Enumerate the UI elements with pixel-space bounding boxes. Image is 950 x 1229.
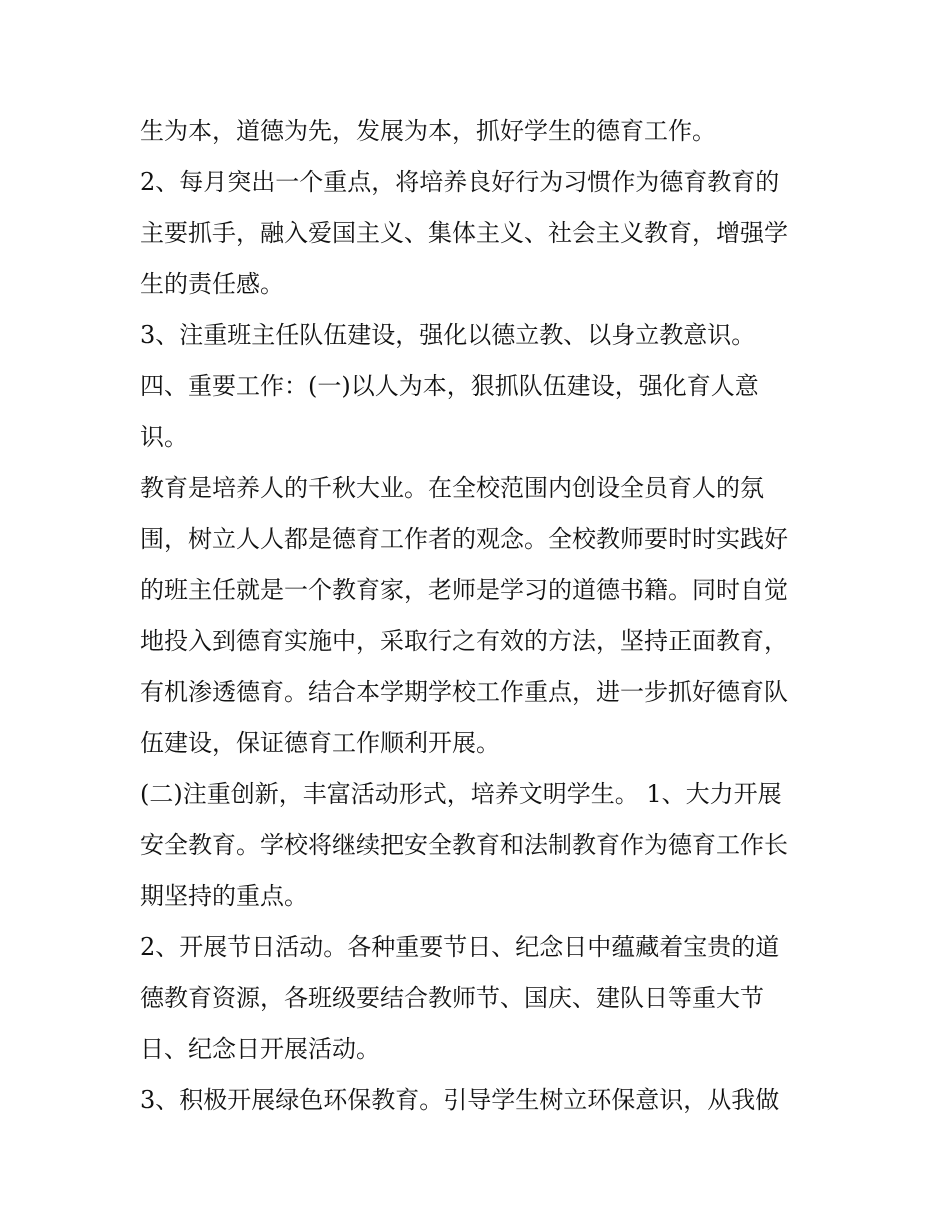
text-line: 有机渗透德育。结合本学期学校工作重点，进一步抓好德育队 [140,678,788,706]
section-heading-line: (二)注重创新，丰富活动形式，培养文明学生。 1、大力开展 [140,780,782,808]
text-line: 主要抓手，融入爱国主义、集体主义、社会主义教育，增强学 [140,219,788,247]
document-body [140,106,820,1126]
text-line: 教育是培养人的千秋大业。在全校范围内创设全员育人的氛 [140,474,764,502]
text-line: 2、开展节日活动。各种重要节日、纪念日中蕴藏着宝贵的道 [140,933,780,961]
text-line: 识。 [140,423,188,451]
text-line: 3、注重班主任队伍建设，强化以德立教、以身立教意识。 [140,321,756,349]
text-line: 安全教育。学校将继续把安全教育和法制教育作为德育工作长 [140,831,788,859]
text-line: 2、每月突出一个重点，将培养良好行为习惯作为德育教育的 [140,168,780,196]
text-line: 日、纪念日开展活动。 [140,1035,380,1063]
text-line: 期坚持的重点。 [140,882,308,910]
text-line: 德教育资源，各班级要结合教师节、国庆、建队日等重大节 [140,984,764,1012]
text-line: 伍建设，保证德育工作顺利开展。 [140,729,500,757]
text-line: 3、积极开展绿色环保教育。引导学生树立环保意识，从我做 [140,1086,780,1114]
text-line: 的班主任就是一个教育家，老师是学习的道德书籍。同时自觉 [140,576,788,604]
text-line: 围，树立人人都是德育工作者的观念。全校教师要时时实践好 [140,525,788,553]
text-line: 地投入到德育实施中，采取行之有效的方法，坚持正面教育， [140,627,788,655]
section-heading-line: 四、重要工作：(一)以人为本，狠抓队伍建设，强化育人意 [140,372,759,400]
text-line: 生为本，道德为先，发展为本，抓好学生的德育工作。 [140,117,716,145]
text-line: 生的责任感。 [140,270,284,298]
